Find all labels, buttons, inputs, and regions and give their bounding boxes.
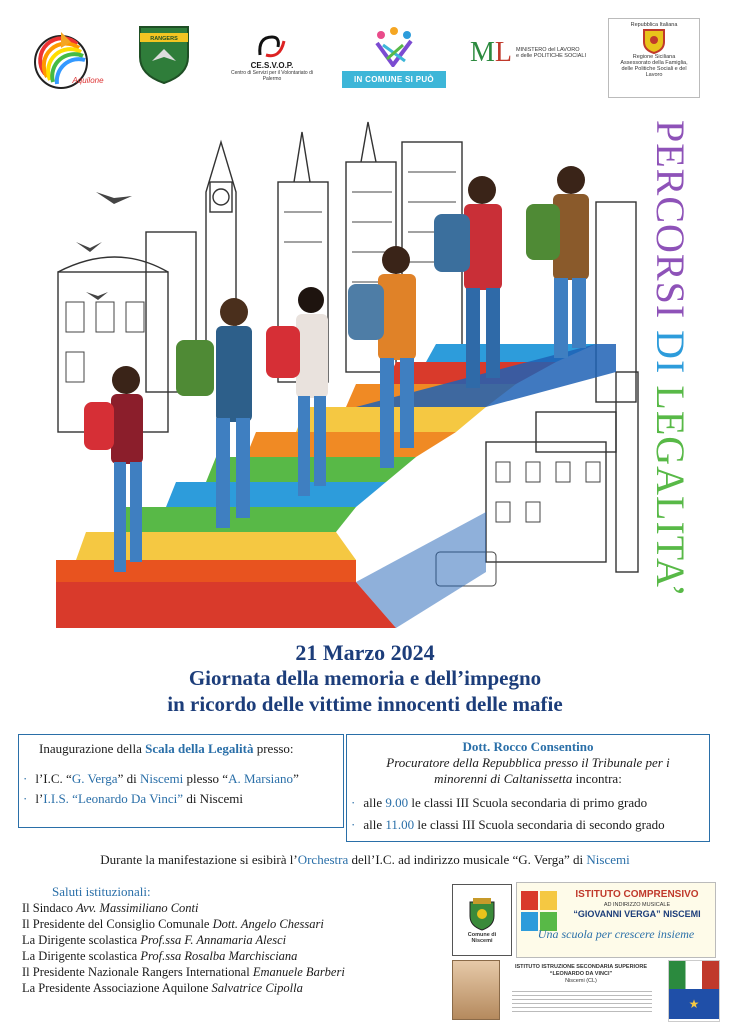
iis-fine-print <box>512 988 652 1014</box>
saluti-role: Il Presidente del Consiglio Comunale <box>22 917 213 931</box>
saluti-row <box>22 932 442 948</box>
item1-d: Niscemi <box>139 771 184 786</box>
comune-si-puo-logo <box>340 20 448 92</box>
bullet-icon: · <box>351 817 356 832</box>
comune-si-puo-label: IN COMUNE SI PUÒ <box>342 71 446 88</box>
alle-2: alle <box>363 817 386 832</box>
ministero-line1: MINISTERO del LAVORO <box>516 47 580 53</box>
saluti-row <box>22 980 442 996</box>
cesvop-sub: Centro di Servizi per il Volontariato di Palermo <box>231 69 313 82</box>
inauguration-item-2 <box>23 791 343 807</box>
event-title-line2: in ricordo delle vittime innocenti delle mafie <box>167 692 563 716</box>
schedule-item-1 <box>351 795 709 811</box>
item1-c: ” di <box>117 771 140 786</box>
inauguration-item-1 <box>23 771 343 787</box>
bullet-icon: · <box>23 791 28 806</box>
iis-line1: ISTITUTO ISTRUZIONE SECONDARIA SUPERIORE <box>514 964 647 970</box>
bullet-icon: · <box>23 771 28 786</box>
speaker-box <box>346 734 710 842</box>
speaker-name: Dott. Rocco Consentino <box>462 739 594 754</box>
speaker-role-1: Procuratore della Repubblica presso il Tribunale per i <box>386 755 670 770</box>
event-title-line1: Giornata della memoria e dell’impegno <box>188 666 542 690</box>
role2: minorenni di Caltanissetta <box>434 771 573 786</box>
ministero-line2: e delle POLITICHE SOCIALI <box>516 53 586 59</box>
item1-b: G. Verga <box>71 771 118 786</box>
title-percorsi: PERCORSI <box>648 120 693 320</box>
rangers-label: RANGERS <box>150 36 178 42</box>
intro-a: Inaugurazione della <box>39 741 146 756</box>
time-1-text: le classi III Scuola secondaria di primo grado <box>408 795 648 810</box>
orchestra-c: dell’I.C. ad indirizzo musicale “G. Verga” di <box>348 852 587 867</box>
regione-line1: Repubblica Italiana <box>630 22 678 28</box>
saluti-person: Emanuele Barberi <box>252 965 345 979</box>
time-2: 11.00 <box>385 817 415 832</box>
niscemi-crest-icon <box>467 896 497 932</box>
alle-1: alle <box>363 795 386 810</box>
aquilone-label: Aquilone <box>72 76 104 85</box>
role3: incontra: <box>572 771 622 786</box>
saluti-role: La Dirigente scolastica <box>22 933 141 947</box>
saluti-person: Salvatrice Cipolla <box>211 981 303 995</box>
saluti-role: La Dirigente scolastica <box>22 949 141 963</box>
ic-title: ISTITUTO COMPRENSIVO <box>575 889 699 900</box>
saluti-list <box>22 900 442 996</box>
ministero-logo <box>468 36 588 70</box>
eu-flag-icon: ★ <box>669 989 719 1019</box>
ministero-mark-icon: M <box>469 37 495 68</box>
saluti-row <box>22 948 442 964</box>
cesvop-logo <box>222 24 322 88</box>
ic-sub: AD INDIRIZZO MUSICALE <box>603 902 671 908</box>
saluti-person: Dott. Angelo Chessari <box>212 917 324 931</box>
bullet-icon: · <box>351 795 356 810</box>
saluti-role: La Presidente Associazione Aquilone <box>22 981 212 995</box>
time-2-text: le classi III Scuola secondaria di secondo grado <box>414 817 665 832</box>
saluti-role: Il Sindaco <box>22 901 77 915</box>
saluti-heading: Saluti istituzionali: <box>52 884 151 899</box>
eu-region-logos <box>668 960 720 1022</box>
iis-line3: Niscemi (CL) <box>565 978 597 984</box>
ic-slogan: Una scuola per crescere insieme <box>537 927 695 941</box>
intro-c: presso: <box>253 741 294 756</box>
item2-b: I.I.S. “Leonardo Da Vinci” <box>43 791 184 806</box>
item1-g: ” <box>293 771 299 786</box>
time-1: 9.00 <box>385 795 409 810</box>
orchestra-a: Durante la manifestazione si esibirà l’ <box>100 852 298 867</box>
regione-line3: Assessorato della Famiglia, <box>620 60 688 66</box>
regione-logo <box>608 18 700 98</box>
cesvop-name: CE.S.V.O.P. <box>250 60 294 70</box>
ministero-mark-l: L <box>494 37 512 68</box>
comune-niscemi-logo <box>452 884 512 956</box>
item1-f: A. Marsiano <box>228 771 294 786</box>
saluti-row <box>22 916 442 932</box>
saluti-person: Avv. Massimiliano Conti <box>76 901 199 915</box>
orchestra-d: Niscemi <box>586 852 630 867</box>
comune-niscemi-label: Comune di Niscemi <box>467 932 497 944</box>
ic-verga-logo <box>516 882 716 958</box>
rangers-logo <box>134 22 194 86</box>
stairs-illustration <box>56 112 640 628</box>
event-date: 21 Marzo 2024 <box>295 640 435 665</box>
saluti-row <box>22 900 442 916</box>
item2-a: l’ <box>35 791 44 806</box>
da-vinci-portrait <box>452 960 500 1020</box>
aquilone-logo <box>30 14 110 94</box>
ic-color-blocks <box>521 891 557 931</box>
inauguration-box <box>18 734 344 828</box>
speaker-role-2 <box>347 771 709 787</box>
inauguration-intro <box>39 741 343 757</box>
regione-line2: Regione Siciliana <box>632 54 676 60</box>
saluti-person: Prof.ssa Rosalba Marchisciana <box>140 949 298 963</box>
title-legalita: LEGALITA’ <box>648 385 693 598</box>
scala-legalita: Scala della Legalità <box>145 741 254 756</box>
item1-e: plesso “ <box>183 771 229 786</box>
iis-da-vinci-logo <box>452 960 662 1020</box>
orchestra-line <box>0 852 730 868</box>
iis-line2: “LEONARDO DA VINCI” <box>549 971 613 977</box>
region-flag-icon <box>669 961 719 989</box>
schedule-item-2 <box>351 817 709 833</box>
ic-name: “GIOVANNI VERGA” NISCEMI <box>573 909 701 919</box>
saluti-section <box>22 884 442 996</box>
vertical-title <box>642 120 698 640</box>
saluti-person: Prof.ssa F. Annamaria Alesci <box>140 933 287 947</box>
regione-line4: delle Politiche Sociali e del <box>621 66 687 72</box>
regione-line5: Lavoro <box>645 72 663 78</box>
title-di: DI <box>648 330 693 375</box>
orchestra-b: Orchestra <box>297 852 349 867</box>
regione-shield-icon <box>642 28 666 54</box>
item1-a: l’I.C. “ <box>35 771 72 786</box>
item2-c: di Niscemi <box>183 791 243 806</box>
saluti-row <box>22 964 442 980</box>
saluti-role: Il Presidente Nazionale Rangers International <box>22 965 253 979</box>
